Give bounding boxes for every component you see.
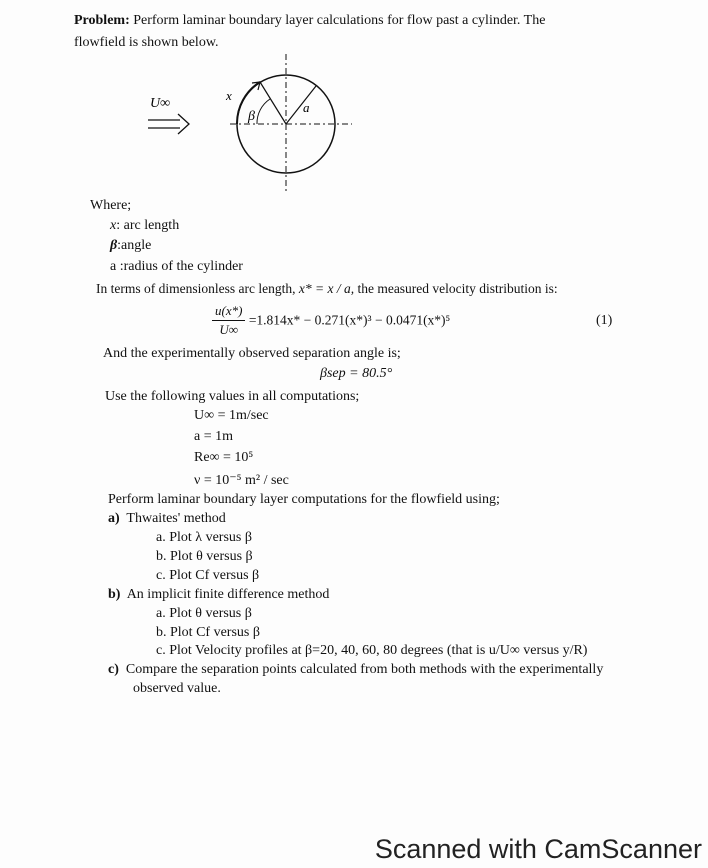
flow-label: U∞ xyxy=(150,96,171,111)
task-a-title: Thwaites' method xyxy=(126,511,226,526)
radius-line-left xyxy=(260,82,286,124)
task-a-item-1: a. Plot λ versus β xyxy=(156,530,252,545)
task-b-item-1: a. Plot θ versus β xyxy=(156,606,252,621)
a-symbol: a xyxy=(110,259,117,274)
task-b-title: An implicit finite difference method xyxy=(126,587,330,602)
a-description: :radius of the cylinder xyxy=(119,259,243,274)
separation-angle: βsep = 80.5° xyxy=(320,366,393,381)
problem-line-2: flowfield is shown below. xyxy=(74,35,219,50)
tasks-intro: Perform laminar boundary layer computations for the flowfield using; xyxy=(108,492,500,507)
velocity-ratio-denominator: U∞ xyxy=(219,322,239,337)
beta-symbol: β xyxy=(110,238,118,253)
x-symbol: x xyxy=(110,218,117,233)
equation-number: (1) xyxy=(596,313,613,328)
task-a-item-3: c. Plot Cf versus β xyxy=(156,568,260,583)
separation-intro: And the experimentally observed separation angle is; xyxy=(103,346,401,361)
task-a-item-2: b. Plot θ versus β xyxy=(156,549,253,564)
task-c-label: c) xyxy=(108,662,119,677)
definition-a xyxy=(110,259,243,275)
task-b-label: b) xyxy=(108,587,121,602)
radius-line-right xyxy=(286,86,316,124)
value-u-infinity: U∞ = 1m/sec xyxy=(194,408,269,423)
task-b-heading xyxy=(108,587,329,603)
x-description: : arc length xyxy=(116,218,180,233)
value-viscosity: ν = 10⁻⁵ m² / sec xyxy=(194,473,289,488)
flow-arrow xyxy=(148,114,189,134)
beta-label: β xyxy=(248,109,255,124)
velocity-intro-var: x* = x / a, xyxy=(298,281,355,296)
problem-statement xyxy=(74,13,545,29)
problem-label: Problem: xyxy=(74,13,130,28)
task-a-label: a) xyxy=(108,511,120,526)
scanner-watermark: Scanned with CamScanner xyxy=(374,834,702,864)
task-c-heading xyxy=(108,662,603,678)
task-a-heading xyxy=(108,511,226,527)
value-radius: a = 1m xyxy=(194,429,233,444)
task-b-item-2: b. Plot Cf versus β xyxy=(156,625,260,640)
velocity-polynomial: =1.814x* − 0.271(x*)³ − 0.0471(x*)⁵ xyxy=(248,312,451,328)
velocity-ratio xyxy=(212,303,245,338)
velocity-intro xyxy=(96,281,558,297)
beta-angle-arc xyxy=(257,99,270,124)
cylinder-figure xyxy=(140,52,370,197)
definition-x xyxy=(110,218,179,234)
value-reynolds: Re∞ = 10⁵ xyxy=(194,450,254,465)
velocity-ratio-numerator: u(x*) xyxy=(212,303,245,321)
radius-label: a xyxy=(303,100,310,115)
task-c-line-2: observed value. xyxy=(133,681,221,696)
beta-description: :angle xyxy=(117,238,152,253)
velocity-intro-pre: In terms of dimensionless arc length, xyxy=(96,281,296,296)
task-c-line-1: Compare the separation points calculated from both methods with the experimentally xyxy=(125,662,604,677)
problem-line-1: Perform laminar boundary layer calculations for flow past a cylinder. The xyxy=(133,13,546,28)
definition-beta xyxy=(110,238,151,254)
values-intro: Use the following values in all computations; xyxy=(105,389,360,404)
where-heading: Where; xyxy=(90,198,132,213)
velocity-equation xyxy=(212,303,450,338)
velocity-intro-post: the measured velocity distribution is: xyxy=(357,281,558,296)
x-label: x xyxy=(226,88,232,103)
task-b-item-3: c. Plot Velocity profiles at β=20, 40, 60, 80 degrees (that is u/U∞ versus y/R) xyxy=(156,643,588,658)
